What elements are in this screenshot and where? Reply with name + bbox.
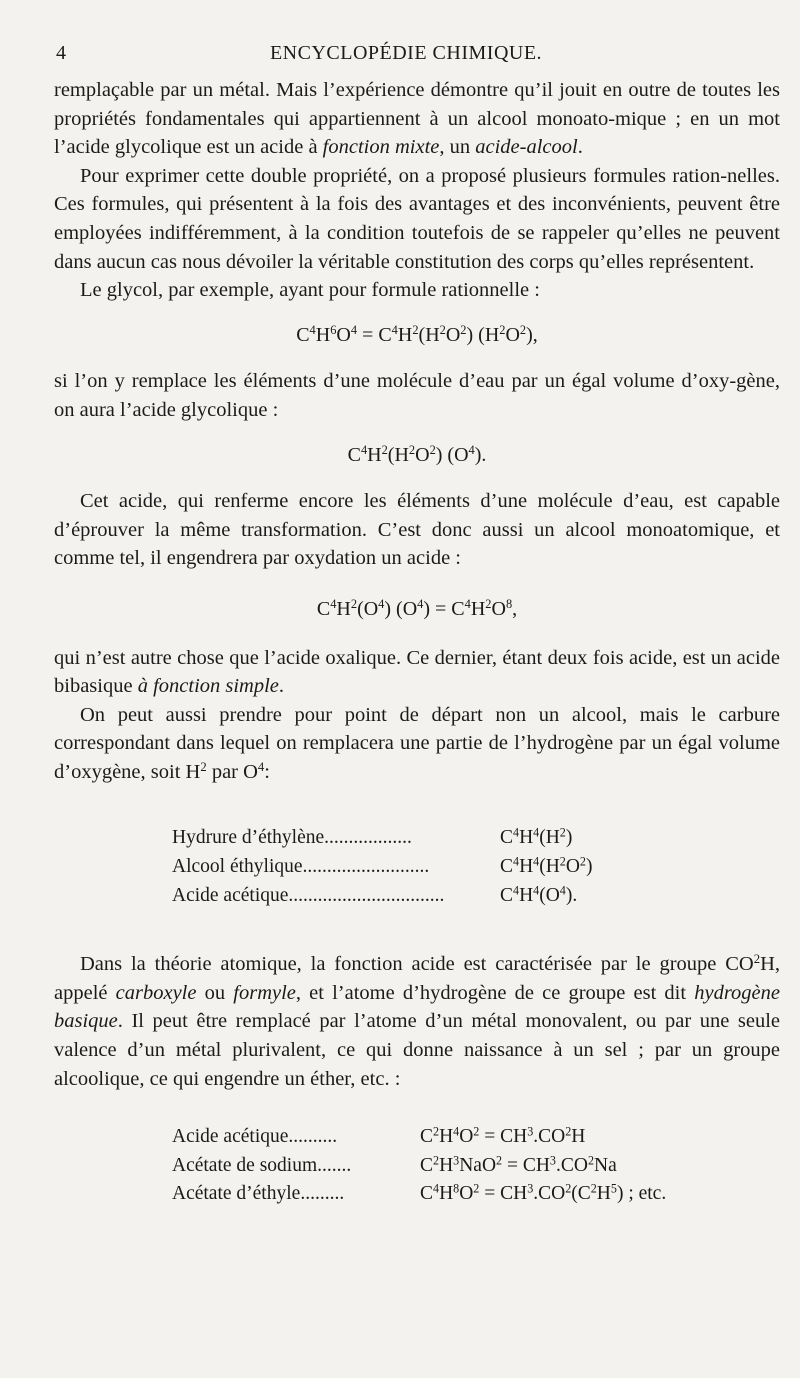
page-number: 4 (56, 42, 66, 64)
paragraph: Le glycol, par exemple, ayant pour formule rationnelle : (80, 279, 540, 302)
paragraph: remplaçable par un métal. Mais l’expérience démontre qu’il jouit en outre de toutes les propriétés fondamentales qui appartiennent à un alcool monoato-mique ; en un mot l’acide glycolique est un acide à fonction mixte, un acide-alcool. (54, 79, 780, 159)
paragraph: Dans la théorie atomique, la fonction acide est caractérisée par le groupe $CO^2H$, appelé carboxyle ou formyle, et l’atome d’hydrogène de ce groupe est dit hydrogène basique. Il peut être remplacé par l’atome d’un métal monovalent, ou par une seule valence d’un métal plurivalent, ce qui donne naissance à un sel ; par un groupe alcoolique, ce qui engendre un éther, etc. : (54, 952, 780, 1090)
leader-dots: ......... (300, 1183, 345, 1205)
paragraph: Cet acide, qui renferme encore les éléments d’une molécule d’eau, est capable d’éprouver la même transformation. C’est donc aussi un alcool monoatomique, et comme tel, il engendrera par oxydation un acide : (54, 490, 780, 570)
compound-name: Acide acétique (172, 884, 289, 906)
salt-list (172, 1123, 666, 1209)
list-row (172, 1152, 666, 1181)
compound-formula: $C^2H^3NaO^2 = CH^3.CO^2Na$ (420, 1153, 617, 1176)
running-header (52, 42, 760, 66)
compound-list (172, 824, 592, 910)
list-row (172, 1180, 666, 1209)
page-body (54, 76, 780, 1209)
leader-dots: ....... (317, 1154, 352, 1176)
list-row (172, 824, 592, 853)
list-row (172, 882, 592, 911)
leader-dots: ................................ (288, 884, 445, 906)
list-row (172, 1123, 666, 1152)
leader-dots: .......................... (302, 856, 430, 878)
paragraph: On peut aussi prendre pour point de départ non un alcool, mais le carbure correspondant dans lequel on remplacera une partie de l’hydrogène par un égal volume d’oxygène, soit $H^2$ par $O^4$: (54, 703, 780, 783)
compound-name: Acétate de sodium (172, 1154, 318, 1176)
leader-dots: .................. (324, 827, 412, 849)
paragraph: si l’on y remplace les éléments d’une molécule d’eau par un égal volume d’oxy-gène, on aura l’acide glycolique : (54, 370, 780, 421)
compound-formula: $C^4H^4(H^2)$ (500, 825, 573, 849)
compound-name: Hydrure d’éthylène (172, 827, 325, 849)
compound-formula: $C^4H^4(H^2O^2)$ (500, 854, 593, 878)
leader-dots: .......... (288, 1126, 338, 1148)
paragraph: qui n’est autre chose que l’acide oxalique. Ce dernier, étant deux fois acide, est un acide bibasique à fonction simple. (54, 646, 780, 698)
compound-name: Acétate d’éthyle (172, 1183, 301, 1205)
formula-glycol: $C^4H^6O^4 = C^4H^2(H^2O^2)$ $(H^2O^2)$, (296, 322, 538, 346)
paragraph: Pour exprimer cette double propriété, on a proposé plusieurs formules ration-nelles. Ces formules, qui présentent à la fois des avantages et des inconvénients, peuvent être employées indifféremment, à la condition toutefois de se rappeler qu’elles ne peuvent dans aucun cas nous dévoiler la véritable constitution des corps qu’elles représentent. (54, 164, 780, 273)
compound-formula: $C^4H^8O^2 = CH^3.CO^2(C^2H^5)$ ; etc. (420, 1181, 667, 1205)
running-title: ENCYCLOPÉDIE CHIMIQUE. (269, 42, 543, 64)
formula-glycolic-acid: $C^4H^2(H^2O^2)$ $(O^4)$. (347, 442, 487, 466)
formula-oxalic: $C^4H^2(O^4) (O^4) = C^4H^2O^8$, (316, 597, 518, 620)
compound-name: Acide acétique (172, 1126, 289, 1148)
list-row (172, 853, 592, 882)
compound-formula: $C^2H^4O^2 = CH^3.CO^2H$ (420, 1124, 586, 1148)
compound-formula: $C^4H^4(O^4)$. (500, 883, 578, 906)
compound-name: Alcool éthylique (172, 856, 303, 878)
